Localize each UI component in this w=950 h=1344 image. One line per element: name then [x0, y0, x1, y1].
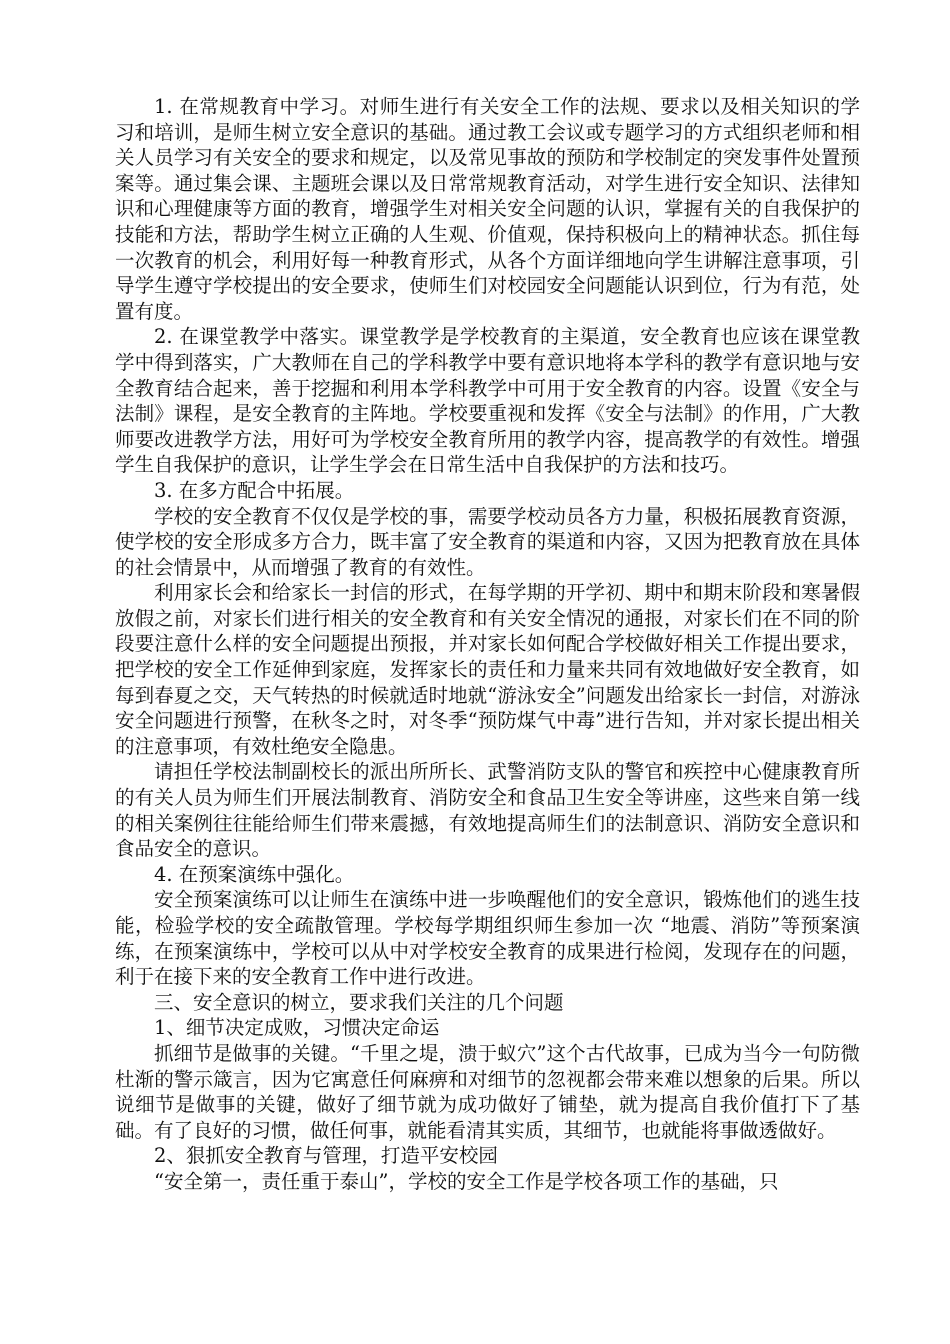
paragraph-lectures: 请担任学校法制副校长的派出所所长、武警消防支队的警官和疾控中心健康教育所的有关人员为师生们开展法制教育、消防安全和食品卫生安全等讲座，这些来自第一线的相关案例往往能给师生们带来震撼，有效地提高师生们的法制意识、消防安全意识和食品安全的意识。	[115, 760, 860, 861]
paragraph-item-3-heading: 3. 在多方配合中拓展。	[154, 478, 355, 502]
paragraph-drills: 安全预案演练可以让师生在演练中进一步唤醒他们的安全意识，锻炼他们的逃生技能，检验学校的安全疏散管理。学校每学期组织师生参加一次 “地震、消防”等预案演练，在预案演练中，学校可以从中对学校安全教育的成果进行检阅，发现存在的问题，利于在接下来的安全教育工作中进行改进。	[115, 888, 860, 989]
subsection-1-heading: 1、细节决定成败，习惯决定命运	[154, 1016, 440, 1040]
paragraph-item-1: 1. 在常规教育中学习。对师生进行有关安全工作的法规、要求以及相关知识的学习和培训，是师生树立安全意识的基础。通过教工会议或专题学习的方式组织老师和相关人员学习有关安全的要求和规定，以及常见事故的预防和学校制定的突发事件处置预案等。通过集会课、主题班会课以及日常常规教育活动，对学生进行安全知识、法律知识和心理健康等方面的教育，增强学生对相关安全问题的认识，掌握有关的自我保护的技能和方法，帮助学生树立正确的人生观、价值观，保持积极向上的精神状态。抓住每一次教育的机会，利用好每一种教育形式，从各个方面详细地向学生讲解注意事项，引导学生遵守学校提出的安全要求，使师生们对校园安全问题能认识到位，行为有范，处置有度。	[115, 95, 860, 323]
document-body	[115, 94, 860, 1195]
paragraph-details: 抓细节是做事的关键。“千里之堤，溃于蚁穴”这个古代故事，已成为当今一句防微杜渐的警示箴言，因为它寓意任何麻痹和对细节的忽视都会带来难以想象的后果。所以说细节是做事的关键，做好了细节就为成功做好了铺垫，就为提高自我价值打下了基础。有了良好的习惯，做任何事，就能看清其实质，其细节，也就能将事做透做好。	[115, 1041, 860, 1142]
subsection-2-heading: 2、狠抓安全教育与管理，打造平安校园	[154, 1144, 498, 1168]
paragraph-item-2: 2. 在课堂教学中落实。课堂教学是学校教育的主渠道，安全教育也应该在课堂教学中得到落实，广大教师在自己的学科教学中要有意识地将本学科的教学有意识地与安全教育结合起来，善于挖掘和利用本学科教学中可用于安全教育的内容。设置《安全与法制》课程，是安全教育的主阵地。学校要重视和发挥《安全与法制》的作用，广大教师要改进教学方法，用好可为学校安全教育所用的教学内容，提高教学的有效性。增强学生自我保护的意识，让学生学会在日常生活中自我保护的方法和技巧。	[115, 325, 860, 477]
paragraph-parents-letter: 利用家长会和给家长一封信的形式，在每学期的开学初、期中和期末阶段和寒暑假放假之前，对家长们进行相关的安全教育和有关安全情况的通报，对家长们在不同的阶段要注意什么样的安全问题提出预报，并对家长如何配合学校做好相关工作提出要求，把学校的安全工作延伸到家庭，发挥家长的责任和力量来共同有效地做好安全教育，如每到春夏之交，天气转热的时候就适时地就“游泳安全”问题发出给家长一封信，对游泳安全问题进行预警，在秋冬之时，对冬季“预防煤气中毒”进行告知，并对家长提出相关的注意事项，有效杜绝安全隐患。	[115, 581, 860, 758]
paragraph-item-4-heading: 4. 在预案演练中强化。	[154, 862, 355, 886]
section-three-heading: 三、安全意识的树立，要求我们关注的几个问题	[154, 990, 564, 1014]
paragraph-safety-first: “安全第一，责任重于泰山”，学校的安全工作是学校各项工作的基础，只	[154, 1169, 779, 1193]
paragraph-school-education: 学校的安全教育不仅仅是学校的事，需要学校动员各方力量，积极拓展教育资源，使学校的安全形成多方合力，既丰富了安全教育的渠道和内容，又因为把教育放在具体的社会情景中，从而增强了教育的有效性。	[115, 504, 860, 579]
